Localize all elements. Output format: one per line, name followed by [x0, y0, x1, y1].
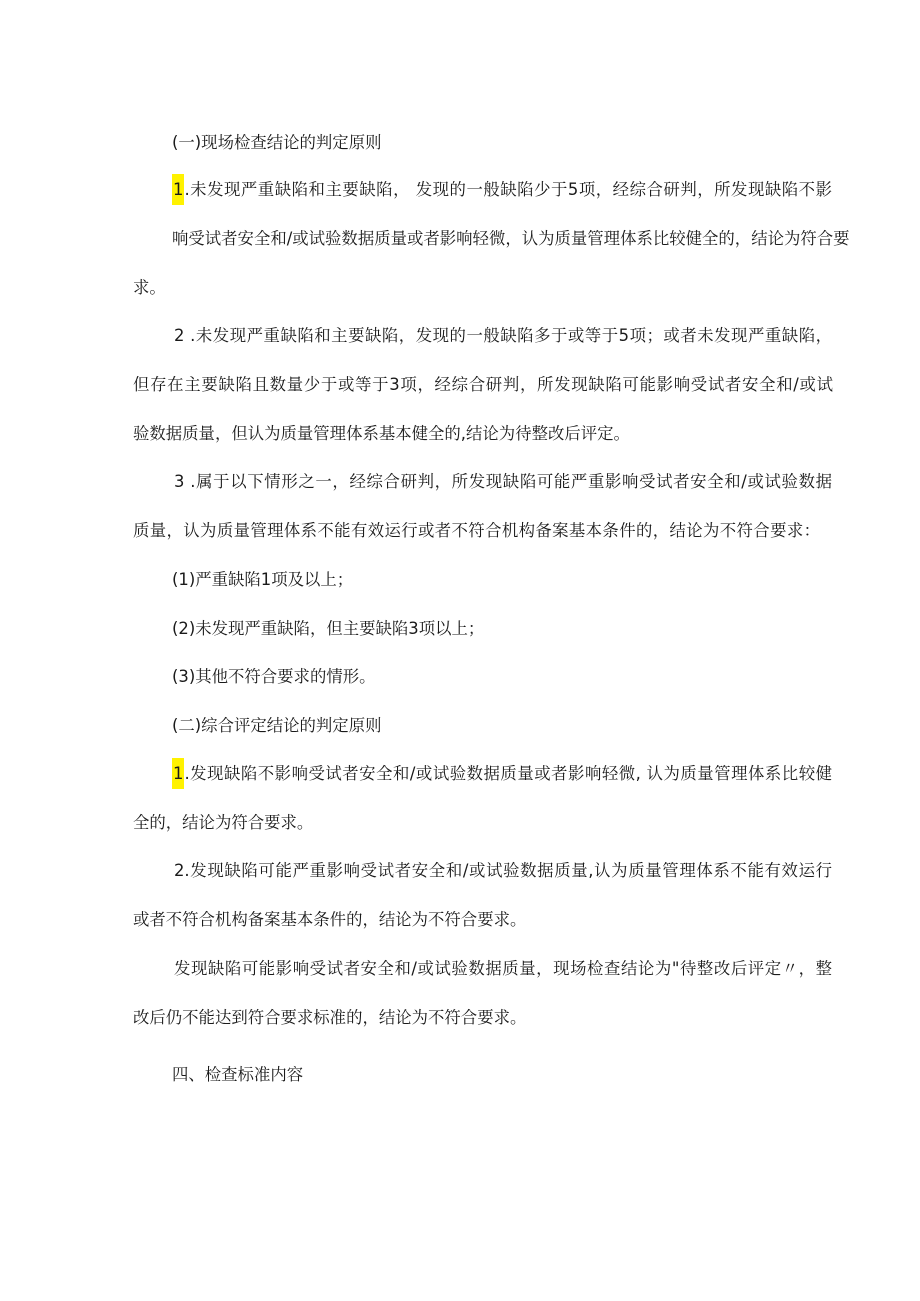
highlight-number-1: 1	[172, 174, 184, 205]
list-item-3: (3)其他不符合要求的情形。	[172, 667, 376, 686]
list-item-1: (1)严重缺陷1项及以上；	[172, 570, 354, 589]
paragraph-q2-line-1: 2.发现缺陷可能严重影响受试者安全和/或试验数据质量,认为质量管理体系不能有效运行	[174, 861, 832, 880]
highlight-number-1-second: 1	[172, 758, 184, 789]
section-title-overall-principles: (二)综合评定结论的判定原则	[172, 716, 382, 735]
paragraph-3-line-2: 质量，认为质量管理体系不能有效运行或者不符合机构备案基本条件的，结论为不符合要求：	[133, 521, 820, 540]
paragraph-1-line-3: 求。	[133, 278, 166, 297]
paragraph-q1-line-1	[172, 762, 832, 786]
section-title-onsite-principles: (一)现场检查结论的判定原则	[172, 133, 382, 152]
paragraph-2-line-3: 验数据质量，但认为质量管理体系基本健全的,结论为待整改后评定。	[133, 424, 630, 443]
list-item-2: (2)未发现严重缺陷，但主要缺陷3项以上；	[172, 619, 485, 638]
paragraph-1-line-1	[172, 178, 832, 202]
paragraph-1-line-2: 响受试者安全和/或试验数据质量或者影响轻微，认为质量管理体系比较健全的，结论为符合要	[172, 229, 850, 248]
section-title-inspection-standards: 四、检查标准内容	[172, 1065, 304, 1084]
paragraph-q1-line-2: 全的，结论为符合要求。	[133, 813, 314, 832]
paragraph-2-line-2: 但存在主要缺陷且数量少于或等于3项，经综合研判，所发现缺陷可能影响受试者安全和/或试	[133, 375, 833, 394]
paragraph-q1-line-1-text: .发现缺陷不影响受试者安全和/或试验数据质量或者影响轻微, 认为质量管理体系比较健	[184, 764, 832, 783]
paragraph-1-line-1-text: .未发现严重缺陷和主要缺陷， 发现的一般缺陷少于5项，经综合研判，所发现缺陷不影	[184, 180, 832, 199]
paragraph-q3-line-2: 改后仍不能达到符合要求标准的，结论为不符合要求。	[133, 1008, 527, 1027]
paragraph-2-line-1: 2 .未发现严重缺陷和主要缺陷，发现的一般缺陷多于或等于5项；或者未发现严重缺陷，	[174, 326, 832, 345]
paragraph-q3-line-1: 发现缺陷可能影响受试者安全和/或试验数据质量，现场检查结论为"待整改后评定〃，整	[174, 959, 832, 978]
paragraph-3-line-1: 3 .属于以下情形之一，经综合研判，所发现缺陷可能严重影响受试者安全和/或试验数据	[174, 472, 832, 491]
paragraph-q2-line-2: 或者不符合机构备案基本条件的，结论为不符合要求。	[133, 910, 527, 929]
